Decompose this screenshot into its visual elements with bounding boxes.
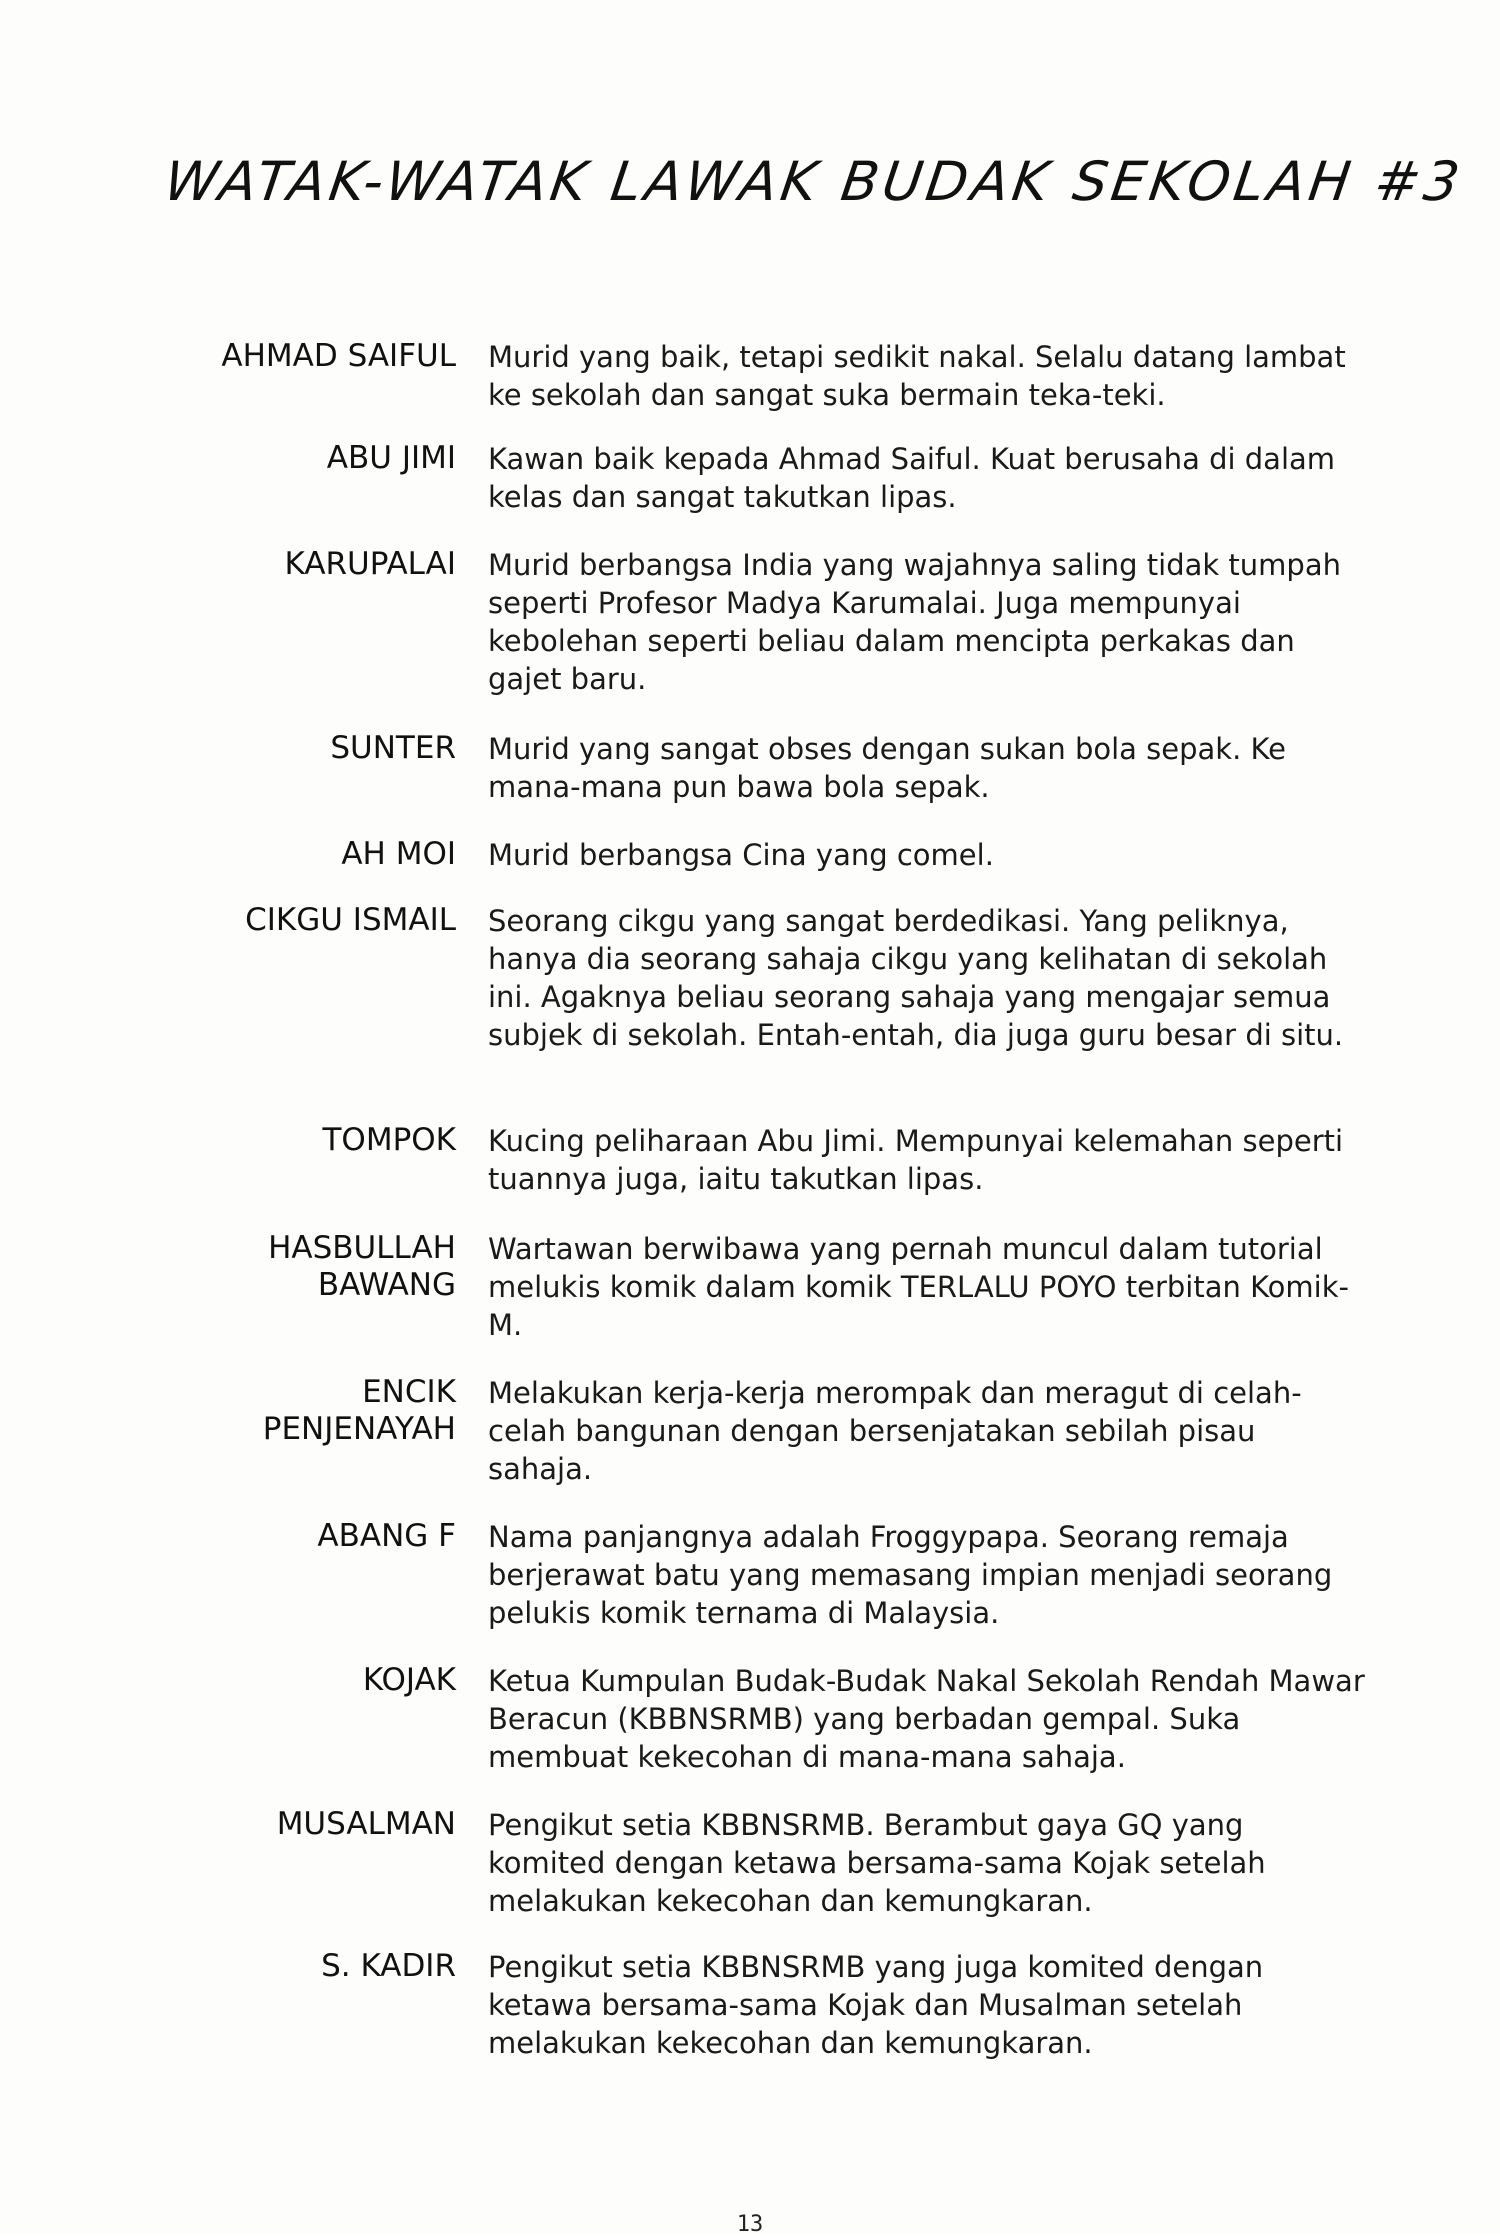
page-title: WATAK-WATAK LAWAK BUDAK SEKOLAH #3: [160, 150, 1468, 213]
character-description: Kucing peliharaan Abu Jimi. Mempunyai kelemahan seperti tuannya juga, iaitu takutkan lipas.: [488, 1124, 1344, 1196]
character-name: CIKGU ISMAIL: [245, 902, 456, 938]
character-description: Murid berbangsa India yang wajahnya saling tidak tumpah seperti Profesor Madya Karumalai. Juga mempunyai kebolehan seperti beliau dalam mencipta perkakas dan gajet baru.: [488, 548, 1341, 696]
character-description: Ketua Kumpulan Budak-Budak Nakal Sekolah Rendah Mawar Beracun (KBBNSRMB) yang berbadan gempal. Suka membuat kekecohan di mana-mana sahaja.: [488, 1664, 1365, 1774]
character-name: TOMPOK: [322, 1122, 456, 1158]
character-name: KARUPALAI: [284, 546, 456, 582]
character-name: ABANG F: [317, 1518, 456, 1554]
character-description: Seorang cikgu yang sangat berdedikasi. Yang peliknya, hanya dia seorang sahaja cikgu yang kelihatan di sekolah ini. Agaknya beliau seorang sahaja yang mengajar semua subjek di sekolah. Entah-entah, dia juga guru besar di situ.: [488, 904, 1344, 1052]
character-description: Murid yang sangat obses dengan sukan bola sepak. Ke mana-mana pun bawa bola sepak.: [488, 732, 1286, 804]
character-description: Nama panjangnya adalah Froggypapa. Seorang remaja berjerawat batu yang memasang impian menjadi seorang pelukis komik ternama di Malaysia.: [488, 1520, 1333, 1630]
character-description: Wartawan berwibawa yang pernah muncul dalam tutorial melukis komik dalam komik TERLALU POYO terbitan Komik-M.: [488, 1232, 1349, 1342]
character-name: AHMAD SAIFUL: [221, 338, 456, 374]
character-name: HASBULLAH BAWANG: [268, 1230, 456, 1303]
character-description: Murid berbangsa Cina yang comel.: [488, 838, 994, 872]
character-name: MUSALMAN: [276, 1806, 456, 1842]
character-description: Melakukan kerja-kerja merompak dan meragut di celah-celah bangunan dengan bersenjatakan sebilah pisau sahaja.: [488, 1376, 1302, 1486]
character-name: S. KADIR: [321, 1948, 456, 1984]
character-description: Pengikut setia KBBNSRMB yang juga komited dengan ketawa bersama-sama Kojak dan Musalman setelah melakukan kekecohan dan kemungkaran.: [488, 1950, 1264, 2060]
character-description: Murid yang baik, tetapi sedikit nakal. Selalu datang lambat ke sekolah dan sangat suka bermain teka-teki.: [488, 340, 1346, 412]
character-name: ABU JIMI: [326, 440, 456, 476]
character-name: AH MOI: [341, 836, 456, 872]
character-description: Kawan baik kepada Ahmad Saiful. Kuat berusaha di dalam kelas dan sangat takutkan lipas.: [488, 442, 1336, 514]
character-name: SUNTER: [330, 730, 456, 766]
page-number: 13: [736, 2212, 764, 2237]
character-name: KOJAK: [362, 1662, 456, 1698]
character-name: ENCIK PENJENAYAH: [262, 1374, 456, 1447]
character-description: Pengikut setia KBBNSRMB. Berambut gaya GQ yang komited dengan ketawa bersama-sama Kojak setelah melakukan kekecohan dan kemungkaran.: [488, 1808, 1266, 1918]
